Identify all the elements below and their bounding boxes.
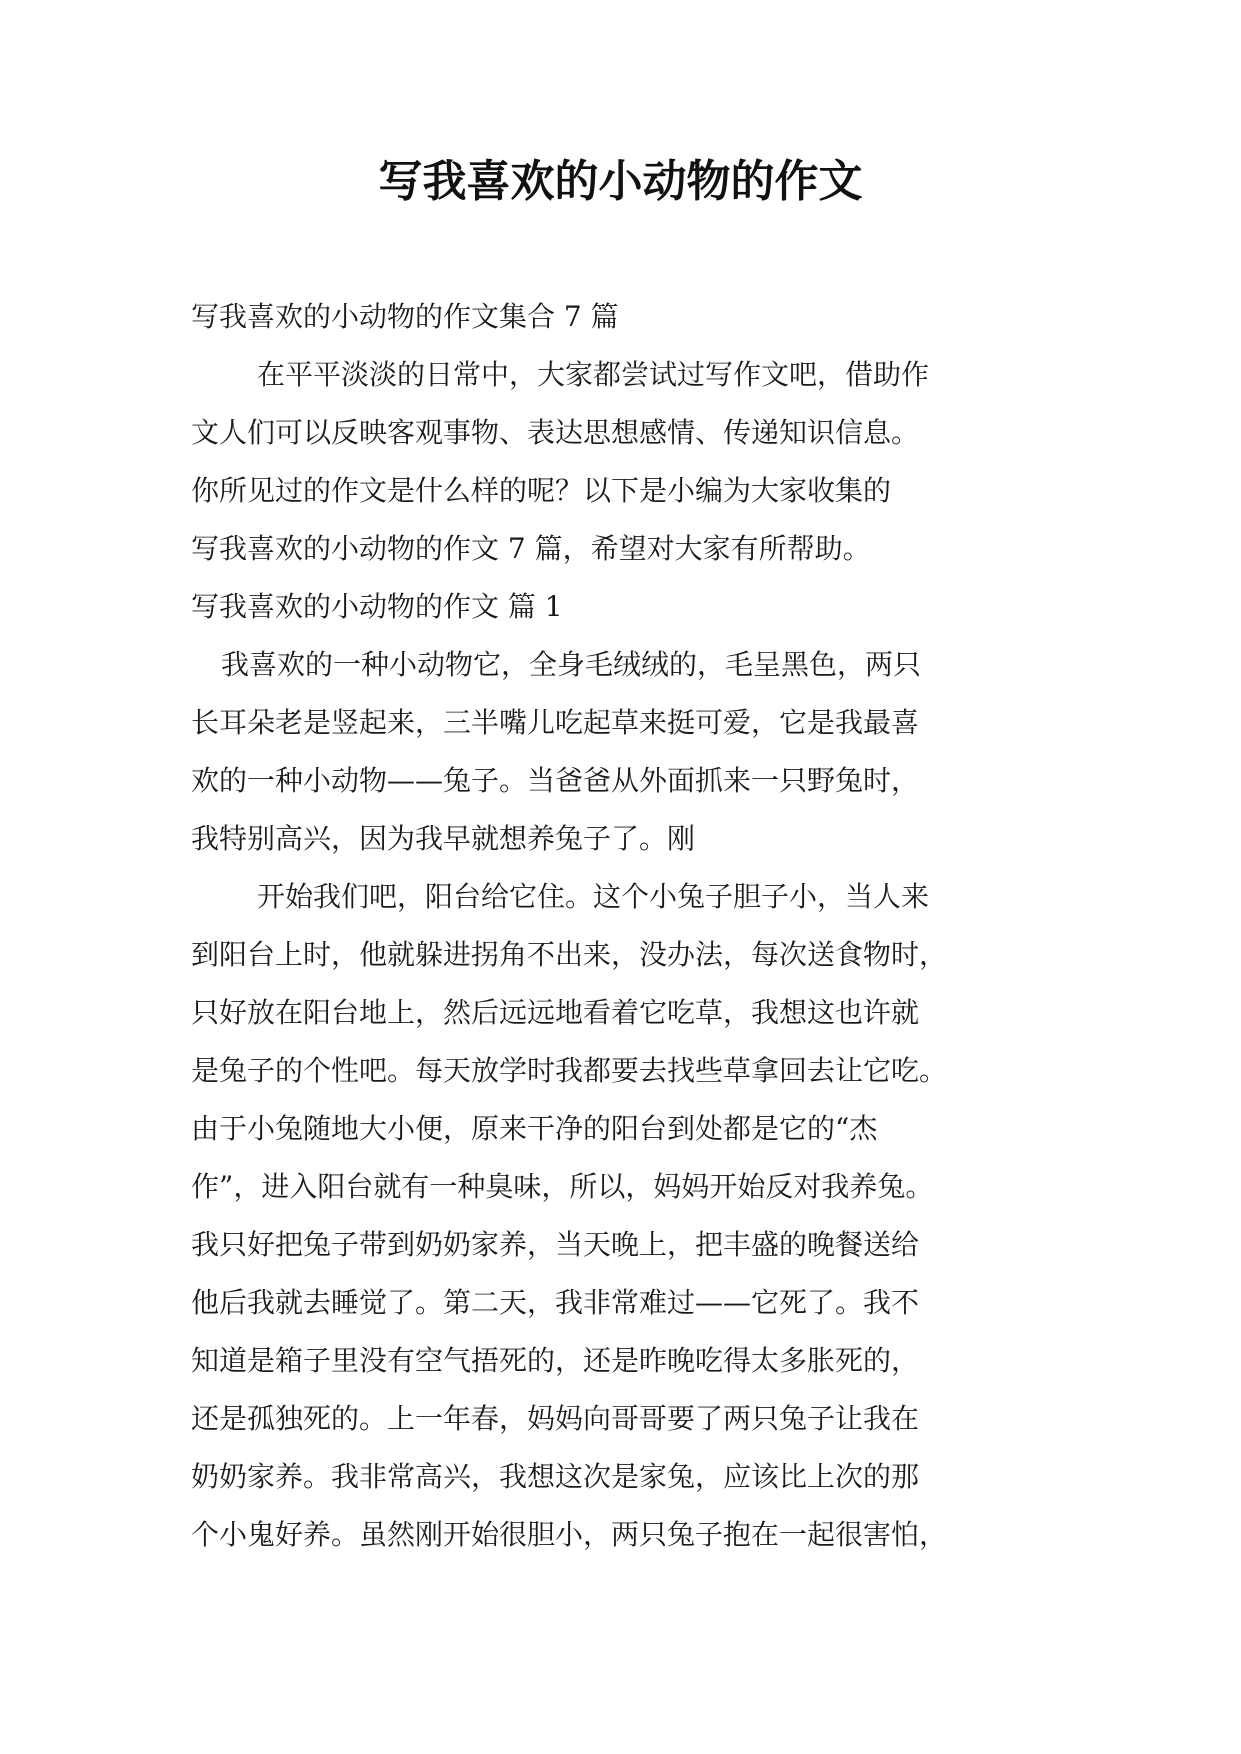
paragraph-line: 作”，进入阳台就有一种臭味，所以，妈妈开始反对我养兔。 [191, 1170, 934, 1203]
paragraph-line: 文人们可以反映客观事物、表达思想感情、传递知识信息。 [191, 416, 920, 449]
paragraph-line: 奶奶家养。我非常高兴，我想这次是家兔，应该比上次的那 [191, 1460, 920, 1493]
paragraph-line: 由于小兔随地大小便，原来干净的阳台到处都是它的“杰 [191, 1112, 878, 1145]
paragraph-line: 开始我们吧，阳台给它住。这个小兔子胆子小，当人来 [257, 880, 930, 913]
document-title: 写我喜欢的小动物的作文 [378, 156, 863, 207]
paragraph-line: 只好放在阳台地上，然后远远地看着它吃草，我想这也许就 [191, 996, 920, 1029]
paragraph-line: 长耳朵老是竖起来，三半嘴儿吃起草来挺可爱，它是我最喜 [191, 706, 920, 739]
paragraph-line: 我喜欢的一种小动物它，全身毛绒绒的，毛呈黑色，两只 [221, 648, 922, 681]
paragraph-line: 还是孤独死的。上一年春，妈妈向哥哥要了两只兔子让我在 [191, 1402, 920, 1435]
paragraph-line: 我只好把兔子带到奶奶家养，当天晚上，把丰盛的晚餐送给 [191, 1228, 920, 1261]
paragraph-line: 到阳台上时，他就躲进拐角不出来，没办法，每次送食物时， [191, 938, 948, 971]
paragraph-line: 你所见过的作文是什么样的呢？以下是小编为大家收集的 [191, 474, 892, 507]
paragraph-line: 知道是箱子里没有空气捂死的，还是昨晚吃得太多胀死的， [191, 1344, 920, 1377]
document-body [191, 288, 1071, 1564]
paragraph-line: 个小鬼好养。虽然刚开始很胆小，两只兔子抱在一起很害怕， [191, 1518, 948, 1551]
paragraph-line: 写我喜欢的小动物的作文 7 篇，希望对大家有所帮助。 [191, 532, 871, 565]
section-heading: 写我喜欢的小动物的作文 篇 1 [191, 590, 563, 623]
paragraph-line: 在平平淡淡的日常中，大家都尝试过写作文吧，借助作 [257, 358, 930, 391]
paragraph-line: 他后我就去睡觉了。第二天，我非常难过——它死了。我不 [191, 1286, 920, 1319]
paragraph-line: 我特别高兴，因为我早就想养兔子了。刚 [191, 822, 696, 855]
paragraph-line: 是兔子的个性吧。每天放学时我都要去找些草拿回去让它吃。 [191, 1054, 948, 1087]
paragraph-line: 欢的一种小动物——兔子。当爸爸从外面抓来一只野兔时， [191, 764, 920, 797]
collection-heading: 写我喜欢的小动物的作文集合 7 篇 [191, 300, 619, 333]
